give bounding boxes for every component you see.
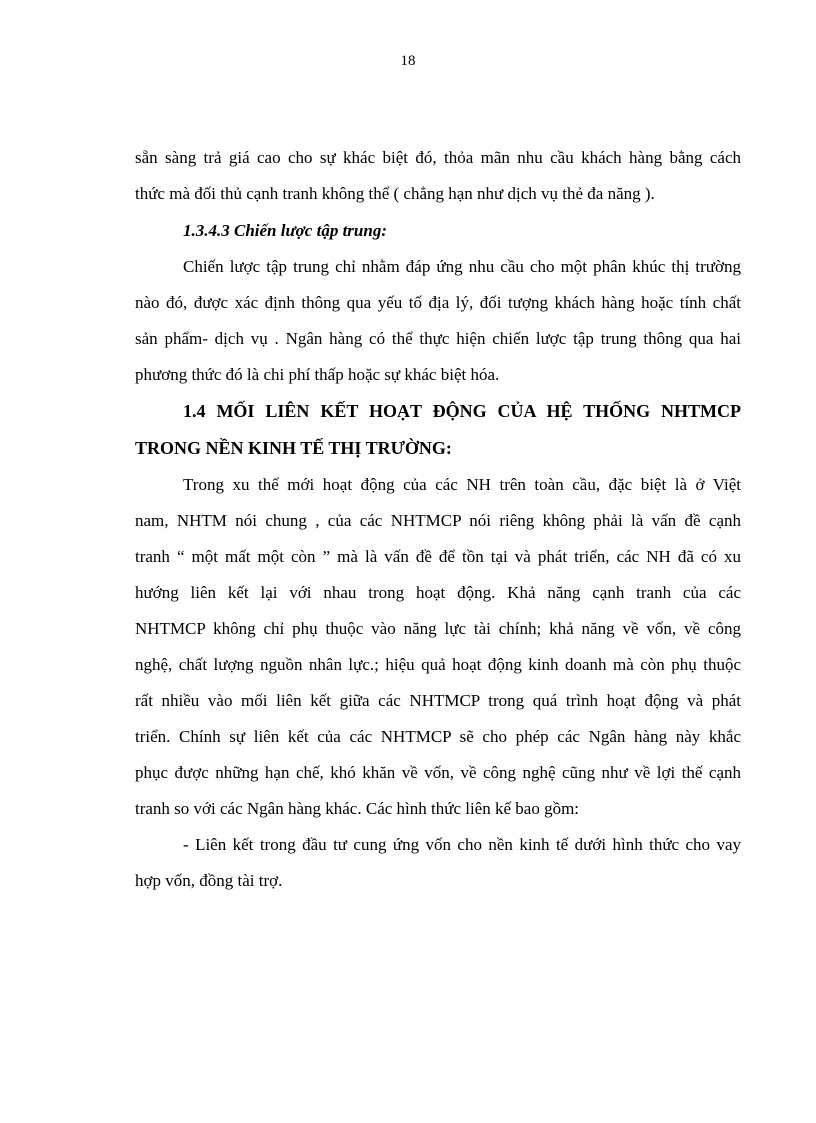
text-line: phục được những hạn chế, khó khăn về vốn, về công nghệ cũng như về lợi thế cạnh	[135, 763, 741, 782]
text-line: nam, NHTM nói chung , của các NHTMCP nói riêng không phải là vấn đề cạnh	[135, 511, 741, 530]
paragraph-linkage	[135, 467, 741, 827]
text-line: nghệ, chất lượng nguồn nhân lực.; hiệu quả hoạt động kinh doanh mà còn phụ thuộc	[135, 655, 741, 674]
text-line: sản phẩm- dịch vụ . Ngân hàng có thể thực hiện chiến lược tập trung thông qua hai	[135, 329, 741, 348]
paragraph-continuation	[135, 140, 741, 212]
text-line: hợp vốn, đồng tài trợ.	[135, 871, 283, 890]
text-line: sẵn sàng trả giá cao cho sự khác biệt đó, thỏa mãn nhu cầu khách hàng bằng cách	[135, 148, 741, 167]
text-line: tranh so với các Ngân hàng khác. Các hình thức liên kế bao gồm:	[135, 799, 580, 818]
text-line: tranh “ một mất một còn ” mà là vấn đề để tồn tại và phát triển, các NH đã có xu	[135, 547, 741, 566]
section-heading-line: TRONG NỀN KINH TẾ THỊ TRƯỜNG:	[135, 438, 452, 458]
page-body	[135, 140, 741, 899]
section-heading-line: 1.4 MỐI LIÊN KẾT HOẠT ĐỘNG CỦA HỆ THỐNG NHTMCP	[183, 401, 741, 421]
paragraph-bullet	[135, 827, 741, 899]
page-number: 18	[400, 53, 416, 69]
text-line: NHTMCP không chỉ phụ thuộc vào năng lực tài chính; khả năng về vốn, về công	[135, 619, 741, 638]
text-line: Chiến lược tập trung chỉ nhằm đáp ứng nhu cầu cho một phân khúc thị trường	[183, 257, 741, 276]
subsection-heading: 1.3.4.3 Chiến lược tập trung:	[183, 221, 387, 240]
text-line: triển. Chính sự liên kết của các NHTMCP sẽ cho phép các Ngân hàng này khắc	[135, 727, 741, 746]
text-line: hướng liên kết lại với nhau trong hoạt động. Khả năng cạnh tranh của các	[135, 583, 741, 602]
text-line: nào đó, được xác định thông qua yếu tố địa lý, đối tượng khách hàng hoặc tính chất	[135, 293, 741, 312]
section-heading	[135, 393, 741, 467]
text-line: - Liên kết trong đầu tư cung ứng vốn cho nền kinh tế dưới hình thức cho vay	[183, 835, 741, 854]
text-line: rất nhiều vào mối liên kết giữa các NHTMCP trong quá trình hoạt động và phát	[135, 691, 741, 710]
text-line: phương thức đó là chi phí thấp hoặc sự khác biệt hóa.	[135, 365, 500, 384]
text-line: Trong xu thế mới hoạt động của các NH trên toàn cầu, đặc biệt là ở Việt	[183, 475, 741, 494]
paragraph-focus-strategy	[135, 249, 741, 393]
text-line: thức mà đối thủ cạnh tranh không thể ( chẳng hạn như dịch vụ thẻ đa năng ).	[135, 184, 655, 203]
